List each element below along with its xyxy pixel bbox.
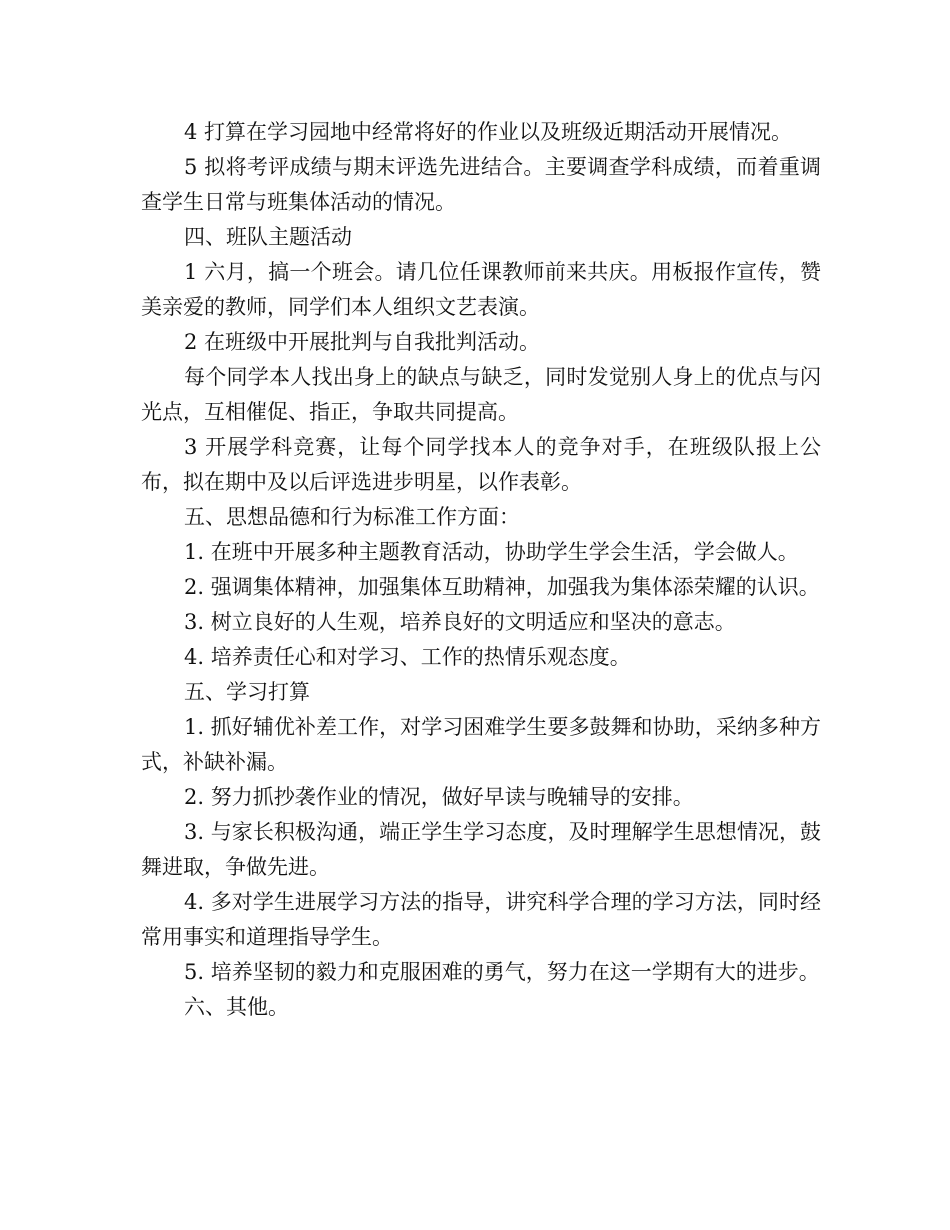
paragraph: 4. 培养责任心和对学习、工作的热情乐观态度。 — [184, 645, 631, 669]
paragraph: 4 打算在学习园地中经常将好的作业以及班级近期活动开展情况。 — [184, 120, 793, 144]
paragraph: 2. 强调集体精神，加强集体互助精神，加强我为集体添荣耀的认识。 — [184, 575, 820, 599]
paragraph: 1 六月，搞一个班会。请几位任课教师前来共庆。用板报作宣传，赞美亲爱的教师，同学们本人组织文艺表演。 — [141, 260, 821, 319]
paragraph: 4. 多对学生进展学习方法的指导，讲究科学合理的学习方法，同时经常用事实和道理指导学生。 — [141, 890, 821, 949]
paragraph: 3. 树立良好的人生观，培养良好的文明适应和坚决的意志。 — [184, 610, 736, 634]
section-heading: 六、其他。 — [184, 995, 289, 1019]
paragraph: 1. 在班中开展多种主题教育活动，协助学生学会生活，学会做人。 — [184, 540, 799, 564]
section-heading: 四、班队主题活动 — [184, 225, 352, 249]
paragraph: 3. 与家长积极沟通，端正学生学习态度，及时理解学生思想情况，鼓舞进取，争做先进。 — [141, 820, 821, 879]
paragraph: 5. 培养坚韧的毅力和克服困难的勇气，努力在这一学期有大的进步。 — [184, 960, 820, 984]
paragraph: 3 开展学科竞赛，让每个同学找本人的竞争对手，在班级队报上公布，拟在期中及以后评选进步明星，以作表彰。 — [141, 435, 821, 494]
section-heading: 五、学习打算 — [184, 680, 310, 704]
paragraph: 5 拟将考评成绩与期末评选先进结合。主要调查学科成绩，而着重调查学生日常与班集体活动的情况。 — [141, 155, 821, 214]
section-heading: 五、思想品德和行为标准工作方面： — [184, 505, 520, 529]
paragraph: 1. 抓好辅优补差工作，对学习困难学生要多鼓舞和协助，采纳多种方式，补缺补漏。 — [141, 715, 821, 774]
paragraph: 2 在班级中开展批判与自我批判活动。 — [184, 330, 541, 354]
paragraph: 2. 努力抓抄袭作业的情况，做好早读与晚辅导的安排。 — [184, 785, 694, 809]
paragraph: 每个同学本人找出身上的缺点与缺乏，同时发觉别人身上的优点与闪光点，互相催促、指正，争取共同提高。 — [141, 365, 821, 424]
document-body — [141, 115, 821, 1025]
